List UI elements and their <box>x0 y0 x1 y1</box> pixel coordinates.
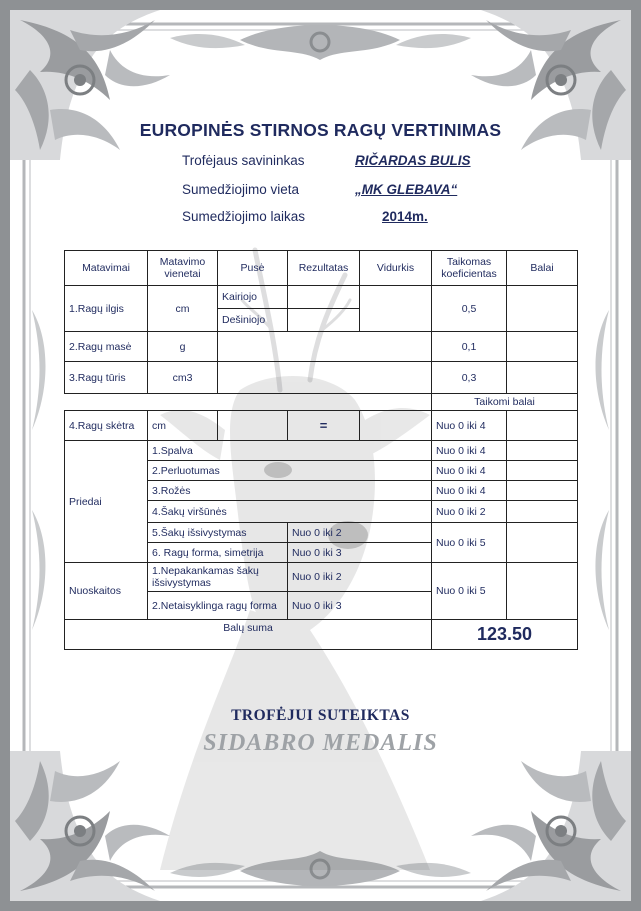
header-cell: Taikomas koeficientas <box>432 251 507 286</box>
certificate-sheet <box>10 10 631 901</box>
points-cell <box>507 332 578 362</box>
award-medal: SIDABRO MEDALIS <box>203 730 438 756</box>
certificate-content <box>10 10 631 901</box>
result-cell <box>218 362 432 394</box>
group-label: Nuoskaitos <box>65 563 148 620</box>
header-cell: Matavimai <box>65 251 148 286</box>
owner-label: Trofėjaus savininkas <box>182 153 305 168</box>
sum-value: 123.50 <box>432 620 578 650</box>
result-cell <box>218 332 432 362</box>
side-cell: Dešiniojo <box>218 309 288 332</box>
measure-unit: g <box>148 332 218 362</box>
points-cell <box>507 441 578 461</box>
measure-name: 1.Ragų ilgis <box>65 286 148 332</box>
header-cell: Rezultatas <box>288 251 360 286</box>
award-heading: TROFĖJUI SUTEIKTAS <box>231 707 410 724</box>
average-cell <box>360 411 432 441</box>
criterion-label: 6. Ragų forma, simetrija <box>148 543 288 563</box>
range-cell: Nuo 0 iki 4 <box>432 411 507 441</box>
blank-cell <box>65 394 432 411</box>
criterion-label: 4.Šakų viršūnės <box>148 501 432 523</box>
table-row <box>65 411 578 441</box>
range-cell: Nuo 0 iki 5 <box>432 523 507 563</box>
measure-unit: cm <box>148 411 218 441</box>
range-cell: Nuo 0 iki 4 <box>432 461 507 481</box>
time-label: Sumedžiojimo laikas <box>182 209 306 224</box>
points-cell <box>507 286 578 332</box>
page-title: EUROPINĖS STIRNOS RAGŲ VERTINIMAS <box>139 120 502 140</box>
points-cell <box>507 563 578 620</box>
criterion-label: 3.Rožės <box>148 481 432 501</box>
sub-range-cell: Nuo 0 iki 2 <box>288 563 432 592</box>
equals-sign: = <box>288 411 360 441</box>
coef-cell: 0,3 <box>432 362 507 394</box>
criterion-label: 2.Netaisyklinga ragų forma <box>148 592 288 620</box>
side-cell <box>218 411 288 441</box>
points-cell <box>507 523 578 563</box>
table-row <box>65 362 578 394</box>
header-cell: Vidurkis <box>360 251 432 286</box>
place-value: „MK GLEBAVA“ <box>355 182 458 197</box>
table-header-row <box>65 251 578 286</box>
sub-range-cell: Nuo 0 iki 3 <box>288 543 432 563</box>
place-label: Sumedžiojimo vieta <box>182 182 300 197</box>
sum-label: Balų suma <box>65 620 432 650</box>
table-row <box>65 441 578 461</box>
header-cell: Matavimo vienetai <box>148 251 218 286</box>
coef-cell: 0,5 <box>432 286 507 332</box>
applied-points-label: Taikomi balai <box>432 394 578 411</box>
scoring-table <box>64 250 578 650</box>
points-cell <box>507 362 578 394</box>
sub-range-cell: Nuo 0 iki 2 <box>288 523 432 543</box>
table-row <box>65 394 578 411</box>
measure-unit: cm3 <box>148 362 218 394</box>
owner-value: RIČARDAS BULIS <box>355 153 471 168</box>
points-cell <box>507 411 578 441</box>
table-row <box>65 563 578 592</box>
header-cell: Balai <box>507 251 578 286</box>
result-cell <box>288 309 360 332</box>
header-cell: Pusė <box>218 251 288 286</box>
points-cell <box>507 461 578 481</box>
measure-unit: cm <box>148 286 218 332</box>
time-value: 2014m. <box>382 209 428 224</box>
result-cell <box>288 286 360 309</box>
range-cell: Nuo 0 iki 5 <box>432 563 507 620</box>
side-cell: Kairiojo <box>218 286 288 309</box>
sub-range-cell: Nuo 0 iki 3 <box>288 592 432 620</box>
criterion-label: 5.Šakų išsivystymas <box>148 523 288 543</box>
measure-name: 4.Ragų skėtra <box>65 411 148 441</box>
points-cell <box>507 481 578 501</box>
table-row <box>65 332 578 362</box>
measure-name: 2.Ragų masė <box>65 332 148 362</box>
table-row <box>65 286 578 309</box>
criterion-label: 2.Perluotumas <box>148 461 432 481</box>
points-cell <box>507 501 578 523</box>
table-row <box>65 620 578 650</box>
group-label: Priedai <box>65 441 148 563</box>
range-cell: Nuo 0 iki 4 <box>432 441 507 461</box>
criterion-label: 1.Nepakankamas šakų išsivystymas <box>148 563 288 592</box>
range-cell: Nuo 0 iki 4 <box>432 481 507 501</box>
average-cell <box>360 286 432 332</box>
range-cell: Nuo 0 iki 2 <box>432 501 507 523</box>
criterion-label: 1.Spalva <box>148 441 432 461</box>
measure-name: 3.Ragų tūris <box>65 362 148 394</box>
coef-cell: 0,1 <box>432 332 507 362</box>
